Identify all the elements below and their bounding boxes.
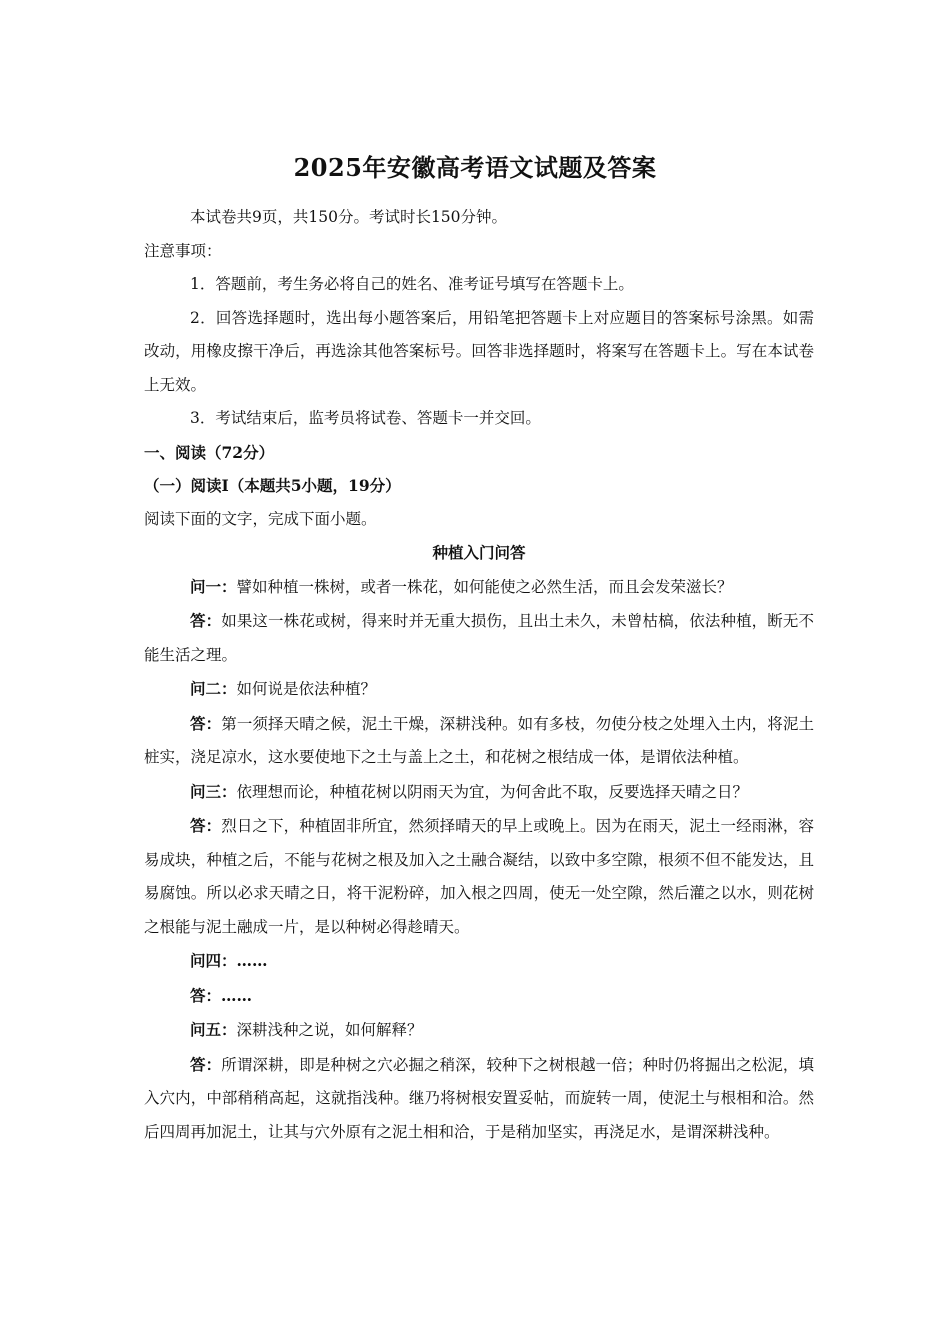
- subsection-heading: （一）阅读Ⅰ（本题共5小题，19分）: [144, 476, 401, 495]
- notice-item-2: 2．回答选择题时，选出每小题答案后，用铅笔把答题卡上对应题目的答案标号涂黑。如需改动，用橡皮擦干净后，再选涂其他答案标号。回答非选择题时，将案写在答题卡上。写在本试卷上无效。: [144, 308, 814, 394]
- qa-item-q2: [144, 672, 814, 707]
- qa-item-q4: [144, 944, 814, 979]
- instruction-text: 阅读下面的文字，完成下面小题。: [144, 509, 377, 528]
- qa-label: 答：: [190, 1054, 222, 1074]
- qa-item-q5: [144, 1013, 814, 1048]
- qa-text: 譬如种植一株树，或者一株花，如何能使之必然生活，而且会发荣滋长？: [236, 577, 733, 596]
- notice-item-1: 1．答题前，考生务必将自己的姓名、准考证号填写在答题卡上。: [190, 275, 634, 293]
- qa-label: 问二：: [190, 679, 237, 698]
- qa-label: 答：: [190, 611, 222, 630]
- qa-label: 答：: [190, 985, 222, 1005]
- qa-text: 所谓深耕，即是种树之穴必掘之稍深，较种下之树根越一倍；种时仍将掘出之松泥，填入穴内，中部稍稍高起，这就指浅种。继乃将树根安置妥帖，而旋转一周，使泥土与根相和洽。然后四周再加泥土，让其与穴外原有之泥土相和洽，于是稍加坚实，再浇足水，是谓深耕浅种。: [144, 1055, 814, 1141]
- qa-text: 深耕浅种之说，如何解释？: [236, 1021, 423, 1039]
- qa-item-a2: [144, 707, 814, 775]
- qa-item-a5: [144, 1048, 814, 1150]
- section-heading: 一、阅读（72分）: [144, 442, 275, 462]
- qa-text: 第一须择天晴之候，泥土干燥，深耕浅种。如有多枝，勿使分枝之处埋入土内，将泥土桩实，浇足凉水，这水要使地下之土与盖上之土，和花树之根结成一体，是谓依法种植。: [144, 714, 814, 766]
- notice-item-3: 3．考试结束后，监考员将试卷、答题卡一并交回。: [190, 409, 541, 427]
- article-title: 种植入门问答: [432, 543, 526, 562]
- qa-text: 如何说是依法种植？: [236, 680, 377, 698]
- qa-text: ……: [236, 951, 268, 970]
- qa-text: 如果这一株花或树，得来时并无重大损伤，且出土未久，未曾枯槁，依法种植，断无不能生活之理。: [144, 612, 814, 664]
- qa-text: 依理想而论，种植花树以阴雨天为宜，为何舍此不取，反要选择天晴之日？: [236, 782, 749, 801]
- qa-item-a1: [144, 604, 814, 672]
- qa-label: 答：: [190, 816, 222, 835]
- qa-text: 烈日之下，种植固非所宜，然须择晴天的早上或晚上。因为在雨天，泥土一经雨淋，容易成块，种植之后，不能与花树之根及加入之土融合凝结，以致中多空隙，根须不但不能发达，且易腐蚀。所以必求天晴之日，将干泥粉碎，加入根之四周，使无一处空隙，然后灌之以水，则花树之根能与泥土融成一片，是以种树必得趁晴天。: [144, 817, 814, 936]
- notice-heading: 注意事项：: [144, 241, 222, 260]
- intro-paragraph: 本试卷共9页，共150分。考试时长150分钟。: [190, 208, 508, 226]
- qa-label: 答：: [190, 713, 222, 733]
- qa-text: ……: [221, 985, 253, 1005]
- qa-item-a4: [144, 979, 814, 1014]
- qa-label: 问三：: [190, 781, 237, 801]
- qa-item-q3: [144, 775, 814, 810]
- document-body: [144, 201, 814, 1149]
- document-title: 2025年安徽高考语文试题及答案: [293, 153, 657, 182]
- qa-label: 问五：: [190, 1020, 237, 1039]
- qa-label: 问四：: [190, 951, 237, 970]
- qa-item-a3: [144, 809, 814, 944]
- qa-label: 问一：: [190, 576, 237, 596]
- qa-item-q1: [144, 570, 814, 605]
